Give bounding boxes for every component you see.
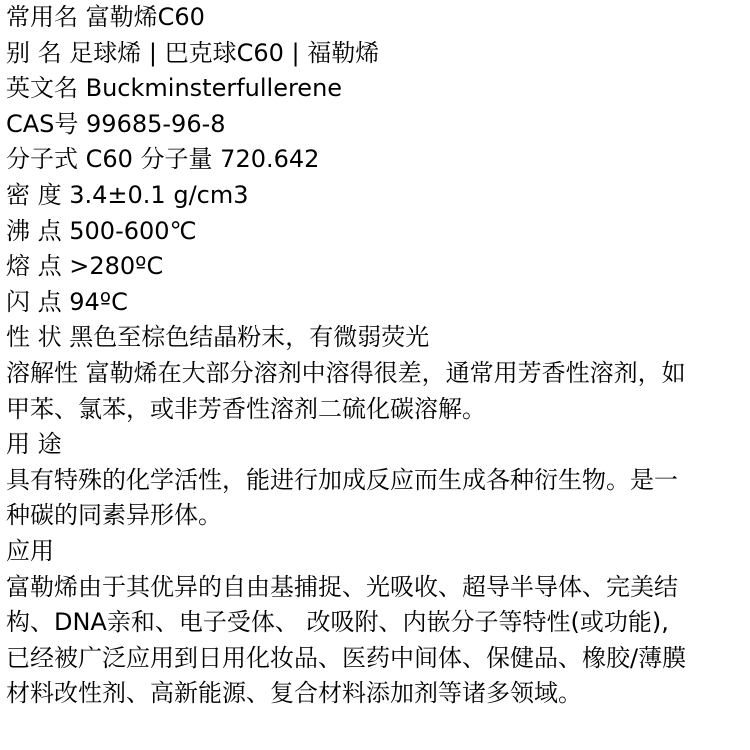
cas-number-line: CAS号 99685-96-8 <box>6 109 226 138</box>
alias-line: 别 名 足球烯 | 巴克球C60 | 福勒烯 <box>6 38 380 67</box>
solubility-line-2: 甲苯、氯苯，或非芳香性溶剂二硫化碳溶解。 <box>6 394 486 423</box>
application-line-3: 已经被广泛应用到日用化妆品、医药中间体、保健品、橡胶/薄膜 <box>6 643 687 672</box>
melting-point-line: 熔 点 >280ºC <box>6 252 164 281</box>
flash-point-line: 闪 点 94ºC <box>6 287 128 316</box>
usage-line-1: 具有特殊的化学活性，能进行加成反应而生成各种衍生物。是一 <box>6 465 678 494</box>
common-name-line: 常用名 富勒烯C60 <box>6 3 205 31</box>
solubility-line-1: 溶解性 富勒烯在大部分溶剂中溶得很差，通常用芳香性溶剂，如 <box>6 358 686 387</box>
usage-heading: 用 途 <box>6 430 62 459</box>
density-line: 密 度 3.4±0.1 g/cm3 <box>6 180 249 209</box>
application-heading: 应用 <box>6 536 54 565</box>
application-line-2: 构、DNA亲和、电子受体、 改吸附、内嵌分子等特性(或功能), <box>6 608 669 637</box>
product-info-document <box>6 0 744 712</box>
application-line-4: 材料改性剂、高新能源、复合材料添加剂等诸多领域。 <box>6 679 582 708</box>
formula-weight-line: 分子式 C60 分子量 720.642 <box>6 145 320 174</box>
boiling-point-line: 沸 点 500-600℃ <box>6 216 197 245</box>
application-line-1: 富勒烯由于其优异的自由基捕捉、光吸收、超导半导体、完美结 <box>6 572 678 601</box>
usage-line-2: 种碳的同素异形体。 <box>6 501 222 530</box>
english-name-line: 英文名 Buckminsterfullerene <box>6 74 343 103</box>
appearance-line: 性 状 黑色至棕色结晶粉末，有微弱荧光 <box>6 323 430 352</box>
